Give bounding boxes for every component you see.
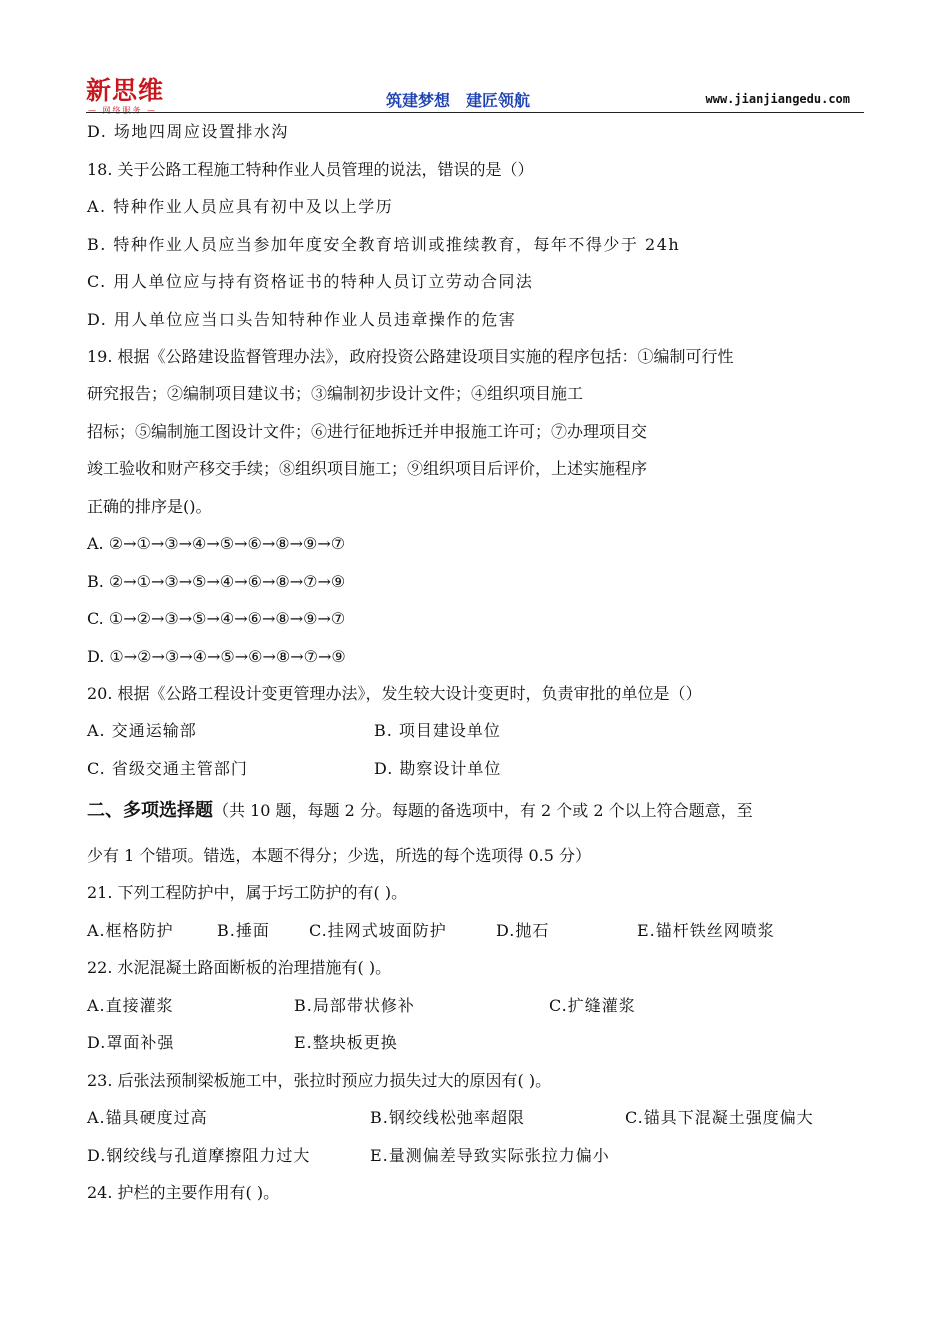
q18-option-d: D. 用人单位应当口头告知特种作业人员违章操作的危害 [87,310,517,329]
q23-option-e: E.量测偏差导致实际张拉力偏小 [370,1146,610,1165]
q20-option-a: A. 交通运输部 [87,721,197,740]
q23-option-d: D.钢绞线与孔道摩擦阻力过大 [87,1146,311,1165]
header-website: www.jianjiangedu.com [705,92,850,106]
page-header [86,76,864,116]
q19-option-c: C. ①→②→③→⑤→④→⑥→⑧→⑨→⑦ [87,609,346,628]
section2-title: 二、多项选择题 [87,800,213,821]
q24-stem: 24. 护栏的主要作用有( )。 [87,1183,280,1202]
header-slogan: 筑建梦想 建匠领航 [386,91,531,110]
q22-option-a: A.直接灌浆 [87,996,174,1015]
q23-option-a: A.锚具硬度过高 [87,1108,208,1127]
q22-option-c: C.扩缝灌浆 [549,996,636,1015]
q23-stem: 23. 后张法预制梁板施工中，张拉时预应力损失过大的原因有( )。 [87,1071,552,1090]
q18-option-a: A. 特种作业人员应具有初中及以上学历 [87,197,394,216]
logo-text: 新思维 [86,76,165,105]
q19-option-a: A. ②→①→③→④→⑤→⑥→⑧→⑨→⑦ [87,534,346,553]
q21-option-b: B.捶面 [217,921,270,940]
q23-option-b: B.钢绞线松弛率超限 [370,1108,525,1127]
q18-option-c: C. 用人单位应与持有资格证书的特种人员订立劳动合同法 [87,272,534,291]
q20-stem: 20. 根据《公路工程设计变更管理办法》，发生较大设计变更时，负责审批的单位是（） [87,684,702,703]
q19-option-b: B. ②→①→③→⑤→④→⑥→⑧→⑦→⑨ [87,572,346,591]
q19-stem-line-2: 研究报告；②编制项目建议书；③编制初步设计文件；④组织项目施工 [87,384,584,403]
section2-heading [87,800,753,822]
q23-option-c: C.锚具下混凝土强度偏大 [625,1108,814,1127]
q22-option-e: E.整块板更换 [294,1033,398,1052]
q21-option-c: C.挂网式坡面防护 [309,921,447,940]
q19-stem-line-5: 正确的排序是()。 [87,497,212,516]
q20-option-c: C. 省级交通主管部门 [87,759,248,778]
q22-option-b: B.局部带状修补 [294,996,415,1015]
q18-option-b: B. 特种作业人员应当参加年度安全教育培训或推续教育，每年不得少于 24h [87,235,681,254]
q21-option-d: D.抛石 [496,921,550,940]
q19-stem-line-3: 招标；⑤编制施工图设计文件；⑥进行征地拆迁并申报施工许可；⑦办理项目交 [87,422,648,441]
q19-stem-line-1: 19. 根据《公路建设监督管理办法》，政府投资公路建设项目实施的程序包括：①编制可行性 [87,347,734,366]
header-divider [86,112,864,113]
q21-option-e: E.锚杆铁丝网喷浆 [637,921,775,940]
q18-stem: 18. 关于公路工程施工特种作业人员管理的说法，错误的是（） [87,160,534,179]
q17-option-d: D. 场地四周应设置排水沟 [87,122,289,141]
q21-stem: 21. 下列工程防护中，属于圬工防护的有( )。 [87,883,408,902]
q20-option-d: D. 勘察设计单位 [374,759,502,778]
q19-stem-line-4: 竣工验收和财产移交手续；⑧组织项目施工；⑨组织项目后评价，上述实施程序 [87,459,648,478]
q21-option-a: A.框格防护 [87,921,174,940]
section2-desc-line2: 少有 1 个错项。错选，本题不得分；少选，所选的每个选项得 0.5 分） [87,846,591,865]
section2-desc-line1: （共 10 题，每题 2 分。每题的备选项中，有 2 个或 2 个以上符合题意，至 [213,801,753,820]
q22-option-d: D.罩面补强 [87,1033,175,1052]
logo-subtitle: — 网络服务 — [88,106,158,115]
q19-option-d: D. ①→②→③→④→⑤→⑥→⑧→⑦→⑨ [87,647,346,666]
brand-logo [86,76,196,114]
q20-option-b: B. 项目建设单位 [374,721,501,740]
q22-stem: 22. 水泥混凝土路面断板的治理措施有( )。 [87,958,392,977]
